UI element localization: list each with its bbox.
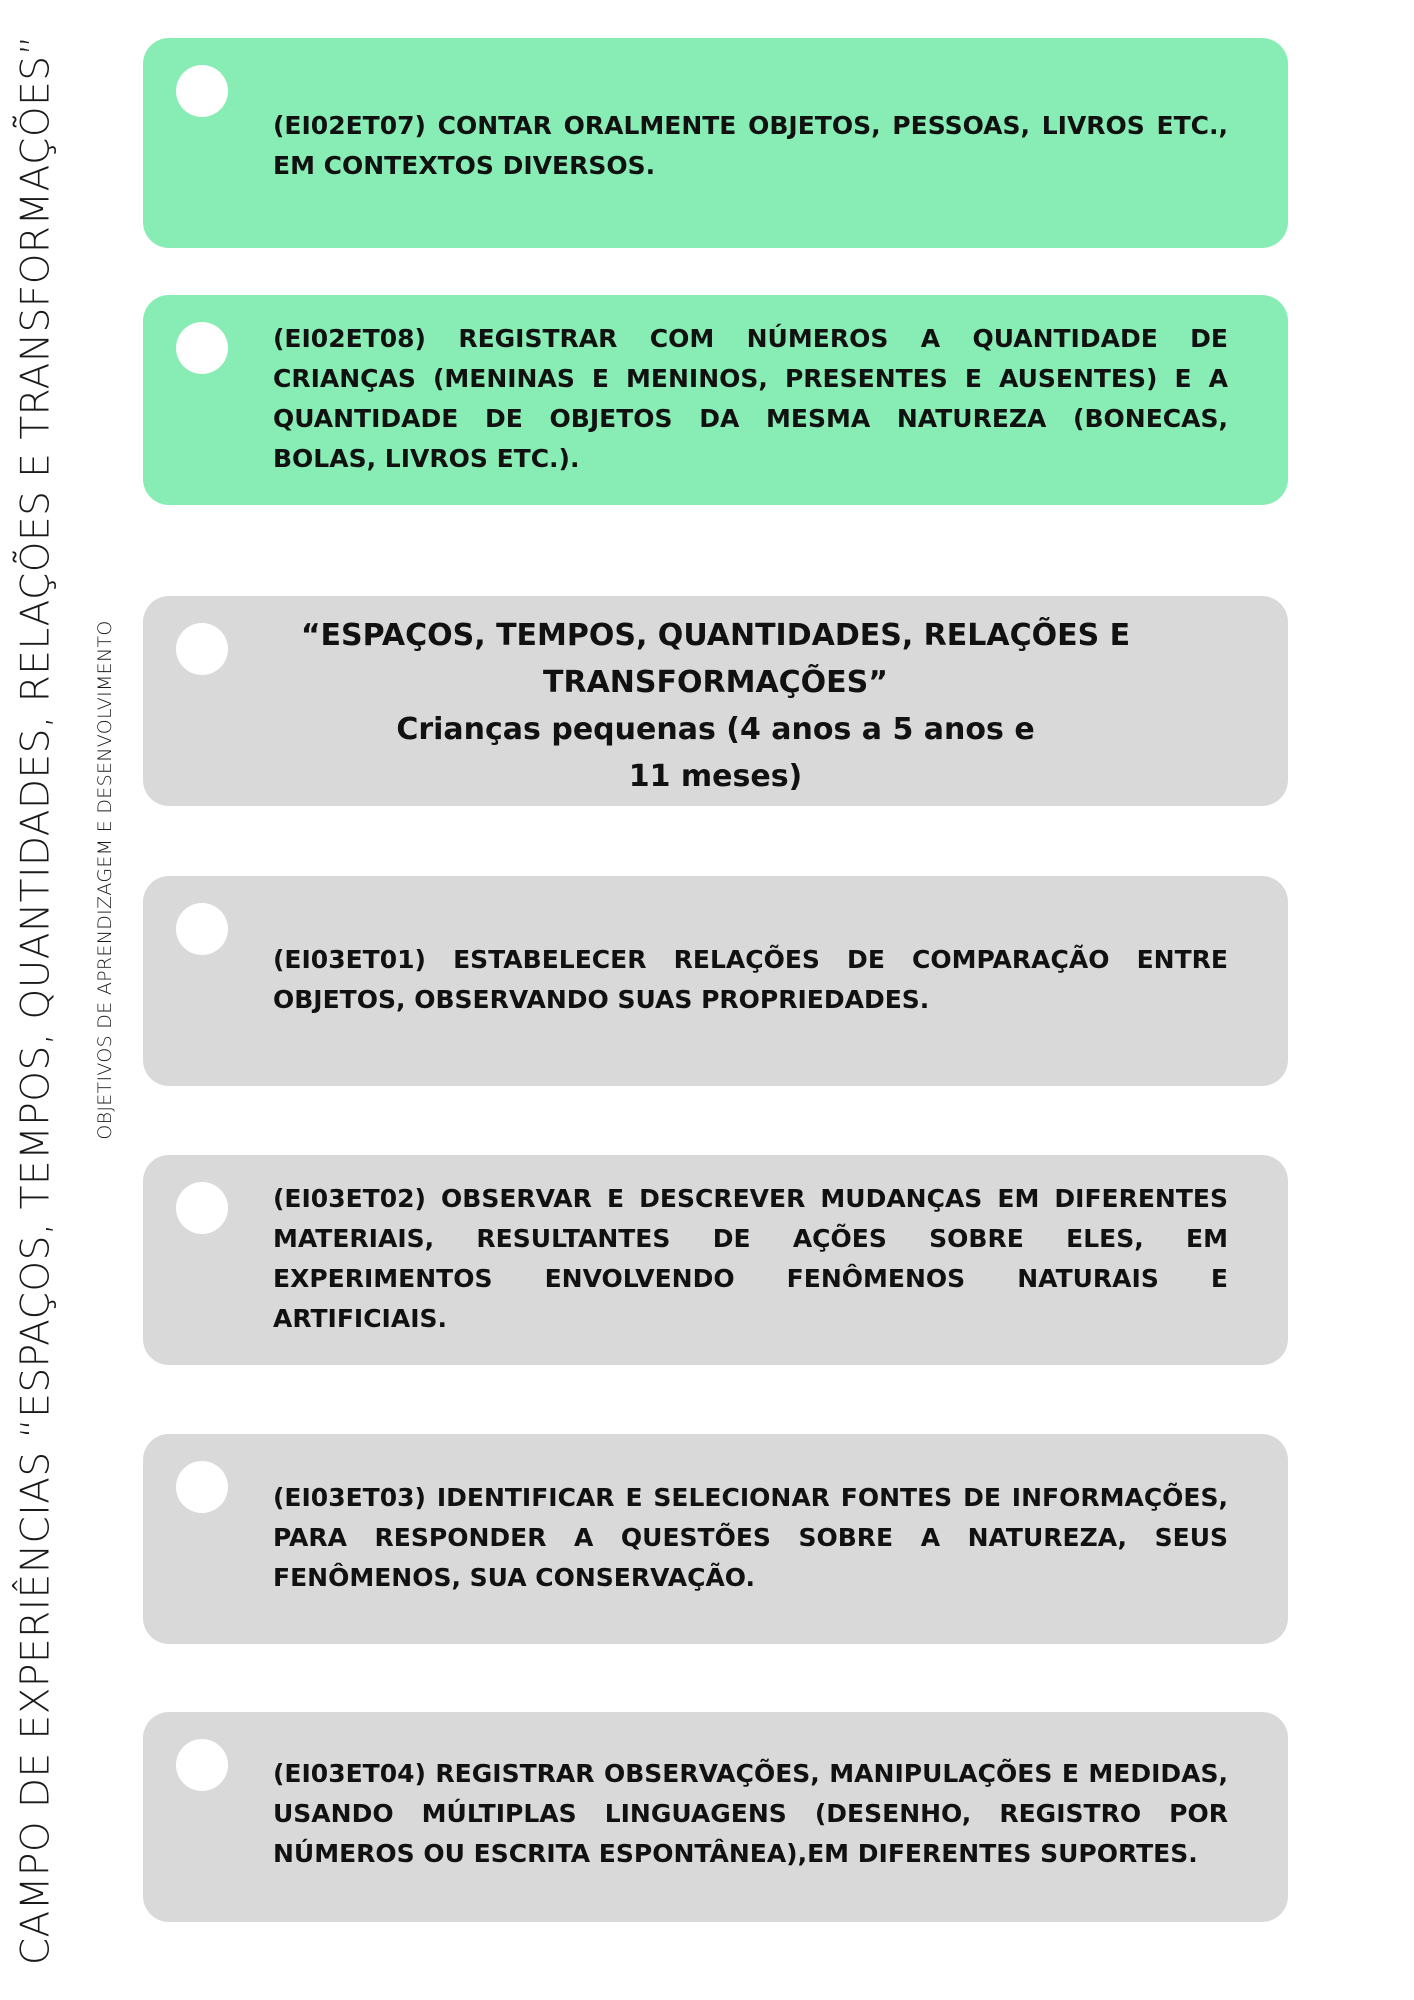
objective-card-ei02et07 — [143, 38, 1288, 248]
section-heading-title: “ESPAÇOS, TEMPOS, QUANTIDADES, RELAÇÕES E TRANSFORMAÇÕES” — [300, 618, 1131, 700]
objective-text: (EI02ET07) CONTAR ORALMENTE OBJETOS, PESSOAS, LIVROS ETC., EM CONTEXTOS DIVERSOS. — [273, 111, 1228, 180]
bullet-dot-icon — [176, 903, 228, 955]
bullet-dot-icon — [176, 322, 228, 374]
bullet-dot-icon — [176, 1461, 228, 1513]
objective-text: (EI03ET02) OBSERVAR E DESCREVER MUDANÇAS EM DIFERENTES MATERIAIS, RESULTANTES DE AÇÕES SOBRE ELES, EM EXPERIMENTOS ENVOLVENDO FENÔMENOS NATURAIS E ARTIFICIAIS. — [273, 1184, 1228, 1333]
section-heading — [263, 612, 1168, 800]
section-heading-subtitle: Crianças pequenas (4 anos a 5 anos e 11 meses) — [396, 712, 1035, 794]
section-heading-card — [143, 596, 1288, 806]
bullet-dot-icon — [176, 1739, 228, 1791]
vertical-page-title: CAMPO DE EXPERIÊNCIAS “ESPAÇOS, TEMPOS, QUANTIDADES, RELAÇÕES E TRANSFORMAÇÕES” — [13, 34, 59, 1966]
objective-card-ei02et08 — [143, 295, 1288, 505]
bullet-dot-icon — [176, 65, 228, 117]
objective-text: (EI03ET04) REGISTRAR OBSERVAÇÕES, MANIPULAÇÕES E MEDIDAS, USANDO MÚLTIPLAS LINGUAGENS (DESENHO, REGISTRO POR NÚMEROS OU ESCRITA ESPONTÂNEA),EM DIFERENTES SUPORTES. — [273, 1759, 1228, 1868]
objective-text: (EI03ET01) ESTABELECER RELAÇÕES DE COMPARAÇÃO ENTRE OBJETOS, OBSERVANDO SUAS PROPRIEDADES. — [273, 945, 1228, 1014]
objective-card-ei03et02 — [143, 1155, 1288, 1365]
objective-card-ei03et04 — [143, 1712, 1288, 1922]
objective-card-ei03et03 — [143, 1434, 1288, 1644]
objective-card-ei03et01 — [143, 876, 1288, 1086]
bullet-dot-icon — [176, 623, 228, 675]
objective-text: (EI02ET08) REGISTRAR COM NÚMEROS A QUANTIDADE DE CRIANÇAS (MENINAS E MENINOS, PRESENTES E AUSENTES) E A QUANTIDADE DE OBJETOS DA MESMA NATUREZA (BONECAS, BOLAS, LIVROS ETC.). — [273, 324, 1228, 473]
bullet-dot-icon — [176, 1182, 228, 1234]
objective-text: (EI03ET03) IDENTIFICAR E SELECIONAR FONTES DE INFORMAÇÕES, PARA RESPONDER A QUESTÕES SOBRE A NATUREZA, SEUS FENÔMENOS, SUA CONSERVAÇÃO. — [273, 1483, 1228, 1592]
vertical-page-subtitle: OBJETIVOS DE APRENDIZAGEM E DESENVOLVIMENTO — [94, 620, 116, 1140]
